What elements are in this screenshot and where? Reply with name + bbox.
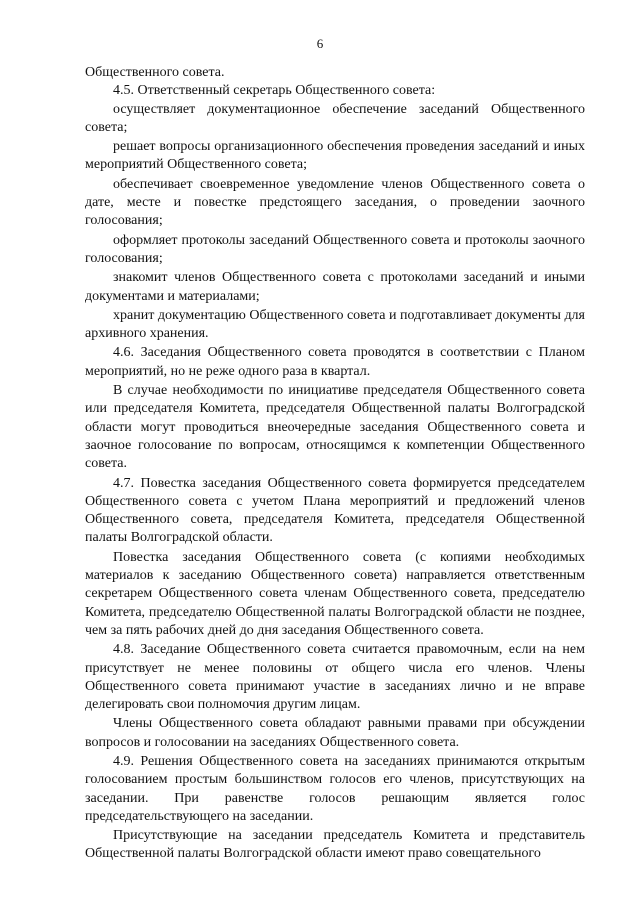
paragraph-advisory-vote: Присутствующие на заседании председатель Комитета и представитель Общественной палаты Волгоградской области имеют право совещательного: [85, 828, 585, 862]
paragraph-duty-documentation: осуществляет документационное обеспечение заседаний Общественного совета;: [85, 101, 585, 135]
paragraph-continuation: Общественного совета.: [85, 65, 225, 80]
paragraph-4-6: 4.6. Заседания Общественного совета проводятся в соответствии с Планом мероприятий, но не реже одного раза в квартал.: [85, 345, 585, 379]
paragraph-extraordinary-meetings: В случае необходимости по инициативе председателя Общественного совета или председателя Комитета, председателя Общественной палаты Волгоградской области могут проводиться внеочередные заседания Общественного совета и заочное голосование по вопросам, относящимся к компетенции Общественного совета.: [85, 383, 585, 472]
paragraph-agenda-distribution: Повестка заседания Общественного совета (с копиями необходимых материалов к заседанию Общественного совета) направляется ответственным секретарем Общественного совета членам Общественного совета, председателю Комитета, председателю Общественной палаты Волгоградской области не позднее, чем за пять рабочих дней до дня заседания Общественного совета.: [85, 549, 585, 638]
paragraph-duty-acquaint: знакомит членов Общественного совета с протоколами заседаний и иными документами и материалами;: [85, 270, 585, 304]
page-number: 6: [316, 36, 324, 51]
paragraph-4-9: 4.9. Решения Общественного совета на заседаниях принимаются открытым голосованием простым большинством голосов его членов, присутствующих на заседании. При равенстве голосов решающим является голос председательствующего на заседании.: [85, 753, 585, 824]
paragraph-duty-archive: хранит документацию Общественного совета и подготавливает документы для архивного хранения.: [85, 307, 585, 342]
paragraph-duty-organization: решает вопросы организационного обеспечения проведения заседаний и иных мероприятий Общественного совета;: [85, 139, 585, 173]
paragraph-equal-rights: Члены Общественного совета обладают равными правами при обсуждении вопросов и голосовании на заседаниях Общественного совета.: [85, 716, 585, 750]
paragraph-duty-notification: обеспечивает своевременное уведомление членов Общественного совета о дате, месте и повестке предстоящего заседания, о проведении заочного голосования;: [85, 176, 585, 229]
paragraph-4-7: 4.7. Повестка заседания Общественного совета формируется председателем Общественного совета с учетом Плана мероприятий и предложений членов Общественного совета, председателя Комитета, председателя Общественной палаты Волгоградской области.: [85, 475, 585, 546]
document-body: [85, 64, 585, 864]
paragraph-4-8: 4.8. Заседание Общественного совета считается правомочным, если на нем присутствует не менее половины от общего числа его членов. Члены Общественного совета принимают участие в заседаниях лично и не вправе делегировать свои полномочия другим лицам.: [85, 642, 585, 713]
paragraph-4-5-heading: 4.5. Ответственный секретарь Общественного совета:: [113, 83, 436, 99]
paragraph-duty-protocols: оформляет протоколы заседаний Общественного совета и протоколы заочного голосования;: [85, 232, 585, 266]
